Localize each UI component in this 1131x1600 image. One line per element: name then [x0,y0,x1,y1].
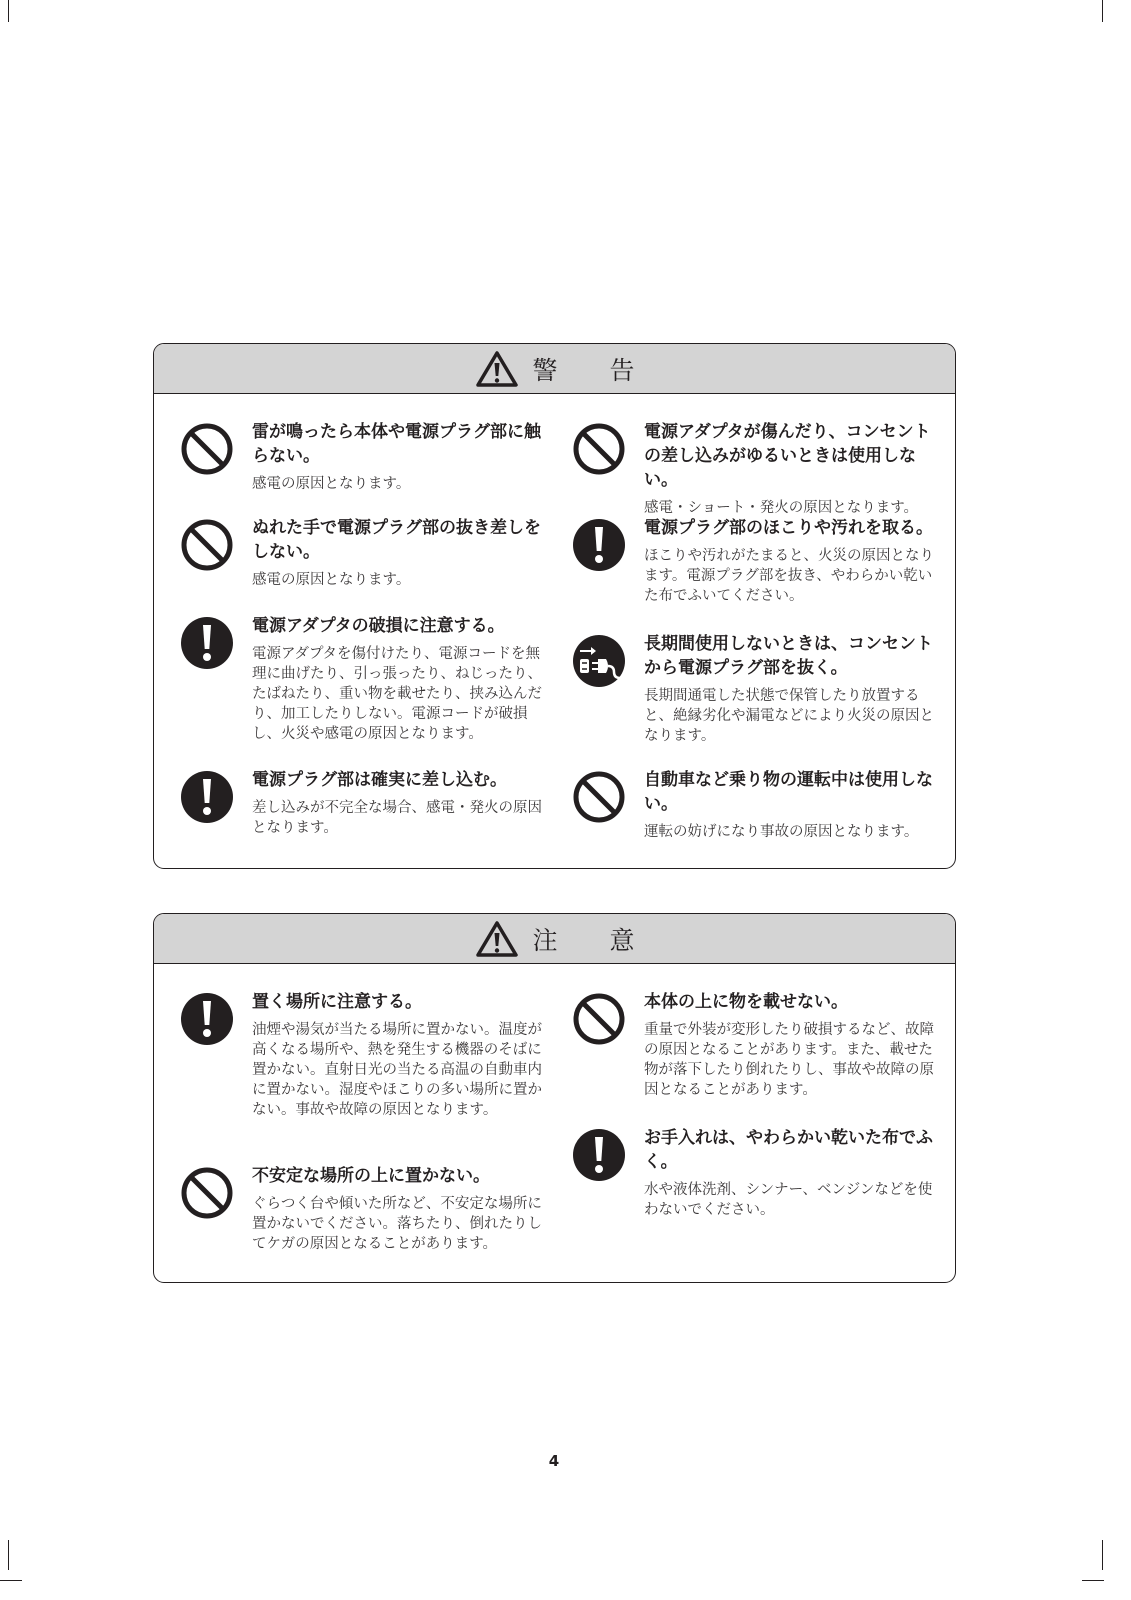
item-title: 本体の上に物を載せない。 [644,992,848,1012]
item-title: 長期間使用しないときは、コンセントから電源プラグ部を抜く。 [644,634,933,678]
warning-item-4 [180,768,546,838]
item-desc: 運転の妨げになり事故の原因となります。 [644,824,919,840]
warning-triangle-icon [475,350,519,388]
item-title: 置く場所に注意する。 [252,992,422,1012]
crop-mark [8,0,9,22]
item-desc: 長期間通電した状態で保管したり放置すると、絶縁劣化や漏電などにより火災の原因となります。 [644,688,934,744]
prohibition-icon [572,422,626,476]
warning-item-6 [572,516,938,606]
item-title: ぬれた手で電源プラグ部の抜き差しをしない。 [252,518,541,562]
item-desc: 電源アダプタを傷付けたり、電源コードを無理に曲げたり、引っ張ったり、ねじったり、たばねたり、重い物を載せたり、挟み込んだり、加工したりしない。電源コードが破損し、火災や感電の原因となります。 [252,646,542,742]
item-title: 電源プラグ部は確実に差し込む。 [252,770,507,790]
caution-item-2 [180,1164,546,1254]
crop-mark [1082,1580,1104,1581]
prohibition-icon [180,518,234,572]
mandatory-icon [572,1128,626,1182]
item-title: お手入れは、やわらかい乾いた布でふく。 [644,1128,933,1172]
item-title: 自動車など乗り物の運転中は使用しない。 [644,770,933,814]
item-desc: 水や液体洗剤、シンナー、ベンジンなどを使わないでください。 [644,1182,933,1218]
warning-item-7 [572,632,938,746]
item-desc: 油煙や湯気が当たる場所に置かない。温度が高くなる場所や、熱を発生する機器のそばに置かない。直射日光の当たる高温の自動車内に置かない。湿度やほこりの多い場所に置かない。事故や故障の原因となります。 [252,1022,542,1118]
item-desc: 感電・ショート・発火の原因となります。 [644,500,919,516]
warning-title: 警 告 [532,355,657,385]
page-number: 4 [548,1452,560,1470]
caution-panel [153,913,956,1283]
item-desc: ほこりや汚れがたまると、火災の原因となります。電源プラグ部を抜き、やわらかい乾いた布でふいてください。 [644,548,934,604]
warning-item-5 [572,420,938,518]
caution-title: 注 意 [532,925,657,955]
caution-item-4 [572,1126,938,1220]
mandatory-icon [180,992,234,1046]
item-title: 電源アダプタの破損に注意する。 [252,616,505,636]
crop-mark [0,1580,22,1581]
warning-panel [153,343,956,869]
warning-header [154,344,955,394]
warning-item-2 [180,516,546,590]
crop-mark [1102,1540,1103,1570]
caution-item-1 [180,990,546,1120]
item-title: 不安定な場所の上に置かない。 [252,1166,490,1186]
warning-item-3 [180,614,546,744]
mandatory-icon [180,616,234,670]
caution-header [154,914,955,964]
prohibition-icon [572,770,626,824]
prohibition-icon [180,422,234,476]
caution-item-3 [572,990,938,1100]
item-desc: 感電の原因となります。 [252,572,411,588]
prohibition-icon [572,992,626,1046]
warning-item-1 [180,420,546,494]
item-title: 電源プラグ部のほこりや汚れを取る。 [644,518,933,538]
crop-mark [8,1540,9,1570]
unplug-icon [572,634,626,688]
warning-triangle-icon [475,920,519,958]
item-title: 電源アダプタが傷んだり、コンセントの差し込みがゆるいときは使用しない。 [644,422,931,490]
item-desc: 感電の原因となります。 [252,476,411,492]
item-desc: 差し込みが不完全な場合、感電・発火の原因となります。 [252,800,542,836]
mandatory-icon [572,518,626,572]
item-title: 雷が鳴ったら本体や電源プラグ部に触らない。 [252,422,541,466]
mandatory-icon [180,770,234,824]
prohibition-icon [180,1166,234,1220]
crop-mark [1102,0,1103,22]
item-desc: 重量で外装が変形したり破損するなど、故障の原因となることがあります。また、載せた物が落下したり倒れたりし、事故や故障の原因となることがあります。 [644,1022,934,1098]
item-desc: ぐらつく台や傾いた所など、不安定な場所に置かないでください。落ちたり、倒れたりしてケガの原因となることがあります。 [252,1196,542,1252]
warning-item-8 [572,768,938,842]
